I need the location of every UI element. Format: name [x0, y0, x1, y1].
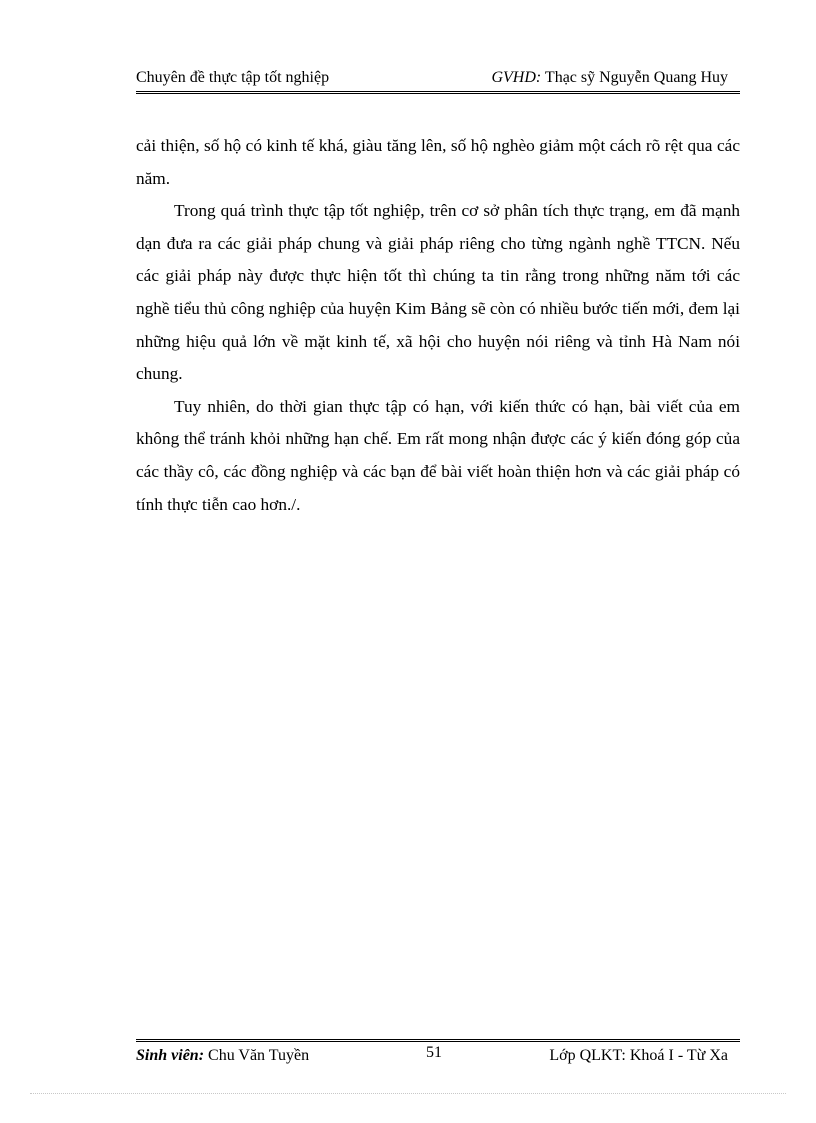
header-document-title: Chuyên đề thực tập tốt nghiệp [136, 69, 330, 86]
header-advisor-name: Thạc sỹ Nguyễn Quang Huy [544, 69, 728, 86]
bottom-dotted-divider [30, 1093, 786, 1094]
footer-student-name: Chu Văn Tuyền [208, 1047, 310, 1064]
header-advisor [491, 67, 728, 89]
paragraph-solutions: Trong quá trình thực tập tốt nghiệp, trên cơ sở phân tích thực trạng, em đã mạnh dạn đưa ra các giải pháp chung và giải pháp riêng cho từng ngành nghề TTCN. Nếu các giải pháp này được thực hiện tốt thì chúng ta tin rằng trong những năm tới các nghề tiểu thủ công nghiệp của huyện Kim Bảng sẽ còn có nhiều bước tiến mới, đem lại những hiệu quả lớn về mặt kinh tế, xã hội cho huyện nói riêng và tỉnh Hà Nam nói chung. [136, 201, 740, 384]
footer-student-label: Sinh viên: [136, 1047, 205, 1064]
footer-student [136, 1045, 309, 1067]
page-body [136, 130, 740, 521]
footer-class-info: Lớp QLKT: Khoá I - Từ Xa [549, 1047, 728, 1064]
paragraph-continuation: cải thiện, số hộ có kinh tế khá, giàu tăng lên, số hộ nghèo giảm một cách rõ rệt qua các năm. [136, 136, 740, 188]
page-header [136, 67, 740, 94]
header-advisor-label: GVHD: [491, 69, 542, 86]
page-footer [136, 1039, 740, 1068]
paragraph-limitations: Tuy nhiên, do thời gian thực tập có hạn, với kiến thức có hạn, bài viết của em không thể tránh khỏi những hạn chế. Em rất mong nhận được các ý kiến đóng góp của các thầy cô, các đồng nghiệp và các bạn để bài viết hoàn thiện hơn và các giải pháp có tính thực tiễn cao hơn./. [136, 396, 740, 514]
page-number: 51 [426, 1044, 442, 1061]
